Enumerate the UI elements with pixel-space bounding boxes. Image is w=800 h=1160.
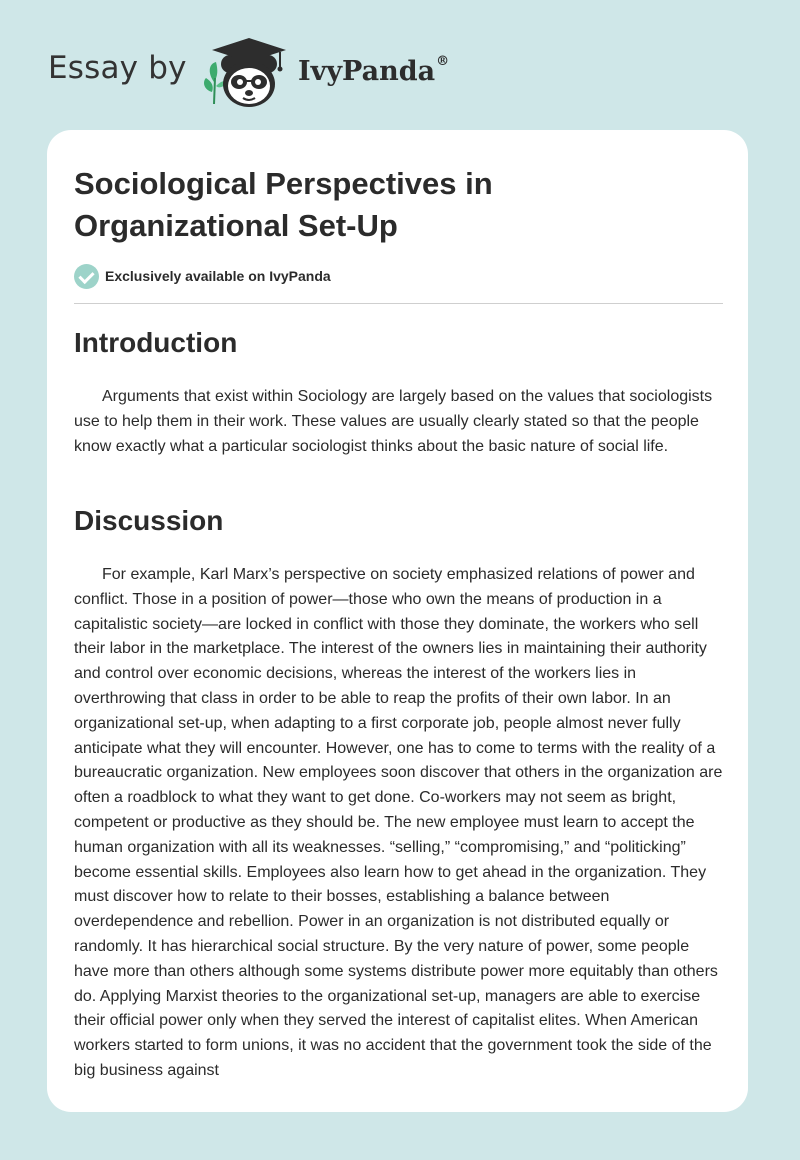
exclusive-badge [74,263,331,289]
brand-text: IvyPanda [298,56,436,87]
check-circle-icon [74,264,99,289]
panda-logo-icon[interactable] [200,34,296,110]
exclusive-label: Exclusively available on IvyPanda [105,268,331,284]
section-text-introduction: Arguments that exist within Sociology are largely based on the values that sociologists use to help them in their work. These values are usually clearly stated so that the people know exactly what a particular sociologist thinks about the basic nature of social life. [74,388,713,455]
essay-by-label: Essay by [48,50,187,86]
brand-name[interactable] [298,56,449,87]
section-text-discussion: For example, Karl Marx’s perspective on society emphasized relations of power and conflict. Those in a position of power—those who own the means of production in a capitalistic society—are locked in conflict with those they dominate, the workers who sell their labor in the marketplace. The interest of the owners lies in maintaining their authority and control over economic decisions, whereas the interest of the workers lies in overthrowing that class in order to be able to reap the profits of their own labor. In an organizational set-up, when adapting to a first corporate job, people almost never fully anticipate what they will encounter. However, one has to come to terms with the reality of a bureaucratic organization. New employees soon discover that others in the organization are often a roadblock to what they want to get done. Co-workers may not seem as bright, competent or productive as they should be. The new employee must learn to accept the human organization with all its weaknesses. “selling,” “compromising,” and “politicking” become essential skills. Employees also learn how to get ahead in the organization. They must discover how to relate to their bosses, establishing a balance between overdependence and rebellion. Power in an organization is not distributed equally or randomly. It has hierarchical social structure. By the very nature of power, some people have more than others although some systems distribute power more equitably than others do. Applying Marxist theories to the organizational set-up, managers are able to exercise their official power only when they served the interest of capitalist elites. When American workers started to form unions, it was no accident that the government took the side of the big business against [74,566,723,1079]
essay-title: Sociological Perspectives in Organizational Set-Up [74,166,493,243]
registered-mark: ® [436,54,450,69]
section-heading-introduction: Introduction [74,327,238,358]
title-divider [74,303,723,304]
section-heading-discussion: Discussion [74,505,224,536]
site-header [0,0,800,120]
essay-card [47,130,748,1112]
